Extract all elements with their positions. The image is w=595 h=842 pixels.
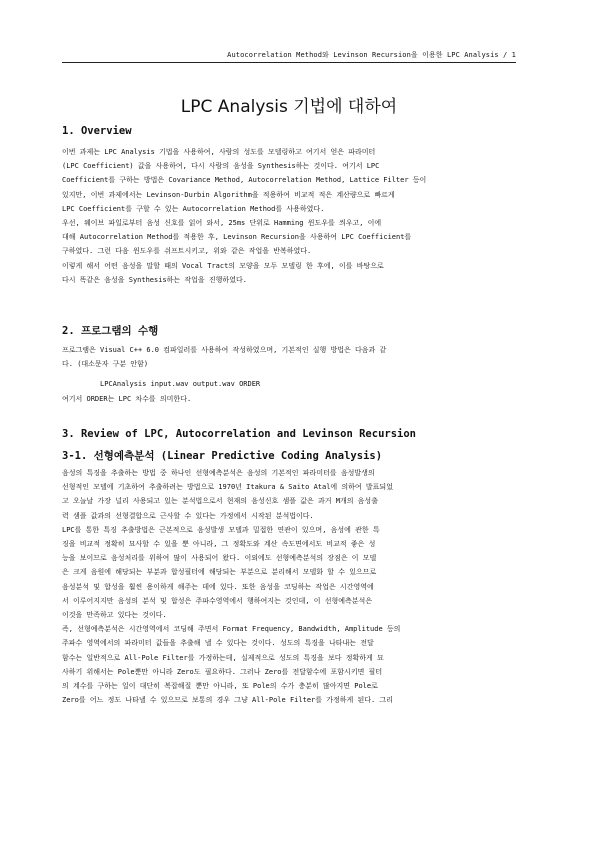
- text-line: 징을 비교적 정확히 묘사할 수 있을 뿐 아니라, 그 정확도와 계산 속도면에서도 비교적 좋은 성: [62, 540, 376, 549]
- text-line: 고 오늘날 가장 널리 사용되고 있는 분석법으로서 현재의 음성신호 샘플 값은 과거 M개의 음성출: [62, 497, 378, 506]
- text-line: 함수는 일반적으로 All-Pole Filter를 가정하는데, 실제적으로 성도의 특징을 보다 정확하게 묘: [62, 653, 384, 662]
- section-1-heading: 1. Overview: [62, 125, 132, 137]
- text-line: 프로그램은 Visual C++ 6.0 컴파일러를 사용하여 작성하였으며, 기본적인 실행 방법은 다음과 같: [62, 346, 387, 354]
- section-1-paragraph: [62, 145, 516, 287]
- text-line: 이번 과제는 LPC Analysis 기법을 사용하여, 사람의 성도를 모델링하고 여기서 얻은 파라미터: [62, 148, 376, 156]
- text-line: 다. (대소문자 구분 안함): [62, 360, 149, 369]
- text-line: 음성분석 및 합성을 훨씬 용이하게 해주는 데에 있다. 또한 음성을 코딩하는 작업은 시간영역에: [62, 582, 374, 591]
- section-3-1-heading: 3-1. 선형예측분석 (Linear Predictive Coding Analysis): [62, 450, 383, 462]
- text-line: 력 샘플 값과의 선형결합으로 근사할 수 있다는 가정에서 시작된 분석법이다.: [62, 511, 314, 520]
- text-line: LPC를 통한 특징 추출방법은 근본적으로 음성발생 모델과 밀접한 연관이 있으며, 음성에 관한 특: [62, 525, 380, 534]
- text-line: 이렇게 해서 어떤 음성을 말할 때의 Vocal Tract의 모양을 모두 모델링 한 후에, 이를 바탕으로: [62, 261, 384, 270]
- text-line: 구하였다. 그런 다음 윈도우를 쉬프트시키고, 위와 같은 작업을 반복하였다.: [62, 247, 312, 256]
- text-line: 있지만, 이번 과제에서는 Levinson-Durbin Algorithm을 적용하여 비교적 적은 계산량으로 빠르게: [62, 190, 395, 199]
- text-line: 우선, 웨이브 파일로부터 음성 신호를 읽어 와서, 25ms 단위로 Hamming 윈도우를 씌우고, 이에: [62, 219, 382, 228]
- section-2-heading: 2. 프로그램의 수행: [62, 325, 159, 337]
- text-line: 음성의 특징을 추출하는 방법 중 하나인 선형예측분석은 음성의 기본적인 파라미터를 음성발생의: [62, 469, 375, 477]
- document-title: LPC Analysis 기법에 대하여: [180, 97, 398, 117]
- text-line: 능을 보이므로 음성처리를 위하여 많이 사용되어 왔다. 이외에도 선형예측분석의 장점은 이 모델: [62, 554, 377, 563]
- text-line: 이것을 만족하고 있다는 것이다.: [62, 611, 167, 620]
- text-line: 즉, 선형예측분석은 시간영역에서 코딩해 주면서 Format Frequency, Bandwidth, Amplitude 등의: [62, 625, 401, 634]
- section-2-paragraph: [62, 343, 516, 371]
- command-example: LPCAnalysis input.wav output.wav ORDER: [100, 380, 261, 388]
- text-line: 여기서 ORDER는 LPC 차수를 의미한다.: [62, 395, 192, 403]
- text-line: 의 계수를 구하는 일이 대단히 복잡해질 뿐만 아니라, 또 Pole의 수가 충분히 많아지면 Pole로: [62, 682, 378, 691]
- header-rule: [62, 62, 516, 63]
- running-header: Autocorrelation Method와 Levinson Recursion을 이용한 LPC Analysis / 1: [227, 51, 516, 59]
- text-line: Coefficient를 구하는 방법은 Covariance Method, Autocorrelation Method, Lattice Filter 등이: [62, 176, 427, 185]
- section-3-1-paragraph: [62, 466, 516, 707]
- section-2-note: [62, 392, 516, 406]
- text-line: 선형적인 모델에 기초하여 추출하려는 방법으로 1970년 Itakura & Saito Atal에 의하여 발표되었: [62, 483, 393, 492]
- text-line: 대해 Autocorrelation Method를 적용한 후, Levinson Recursion을 사용하여 LPC Coefficient를: [62, 233, 412, 242]
- text-line: (LPC Coefficient) 값을 사용하여, 다시 사람의 음성을 Synthesis하는 것이다. 여기서 LPC: [62, 162, 380, 171]
- text-line: LPC Coefficient를 구할 수 있는 Autocorrelation Method를 사용하였다.: [62, 204, 325, 213]
- section-3-heading: 3. Review of LPC, Autocorrelation and Levinson Recursion: [62, 428, 417, 440]
- text-line: 다시 똑같은 음성을 Synthesis하는 작업을 진행하였다.: [62, 275, 247, 284]
- text-line: 서 이루어지지만 음성의 분석 및 합성은 주파수영역에서 행하여지는 것인데, 이 선형예측분석은: [62, 596, 373, 605]
- text-line: 은 크게 음원에 해당되는 부분과 합성필터에 해당되는 부분으로 분리해서 모델화 할 수 있으므로: [62, 568, 377, 577]
- text-line: 주파수 영역에서의 파라미터 값들을 추출해 낼 수 있다는 것이다. 성도의 특징을 나타내는 전달: [62, 639, 374, 648]
- text-line: 사하기 위해서는 Pole뿐만 아니라 Zero도 필요하다. 그러나 Zero를 전달함수에 포함시키면 필터: [62, 667, 383, 676]
- text-line: Zero를 어느 정도 나타낼 수 있으므로 보통의 경우 그냥 All-Pole Filter를 가정하게 된다. 그리: [62, 696, 393, 705]
